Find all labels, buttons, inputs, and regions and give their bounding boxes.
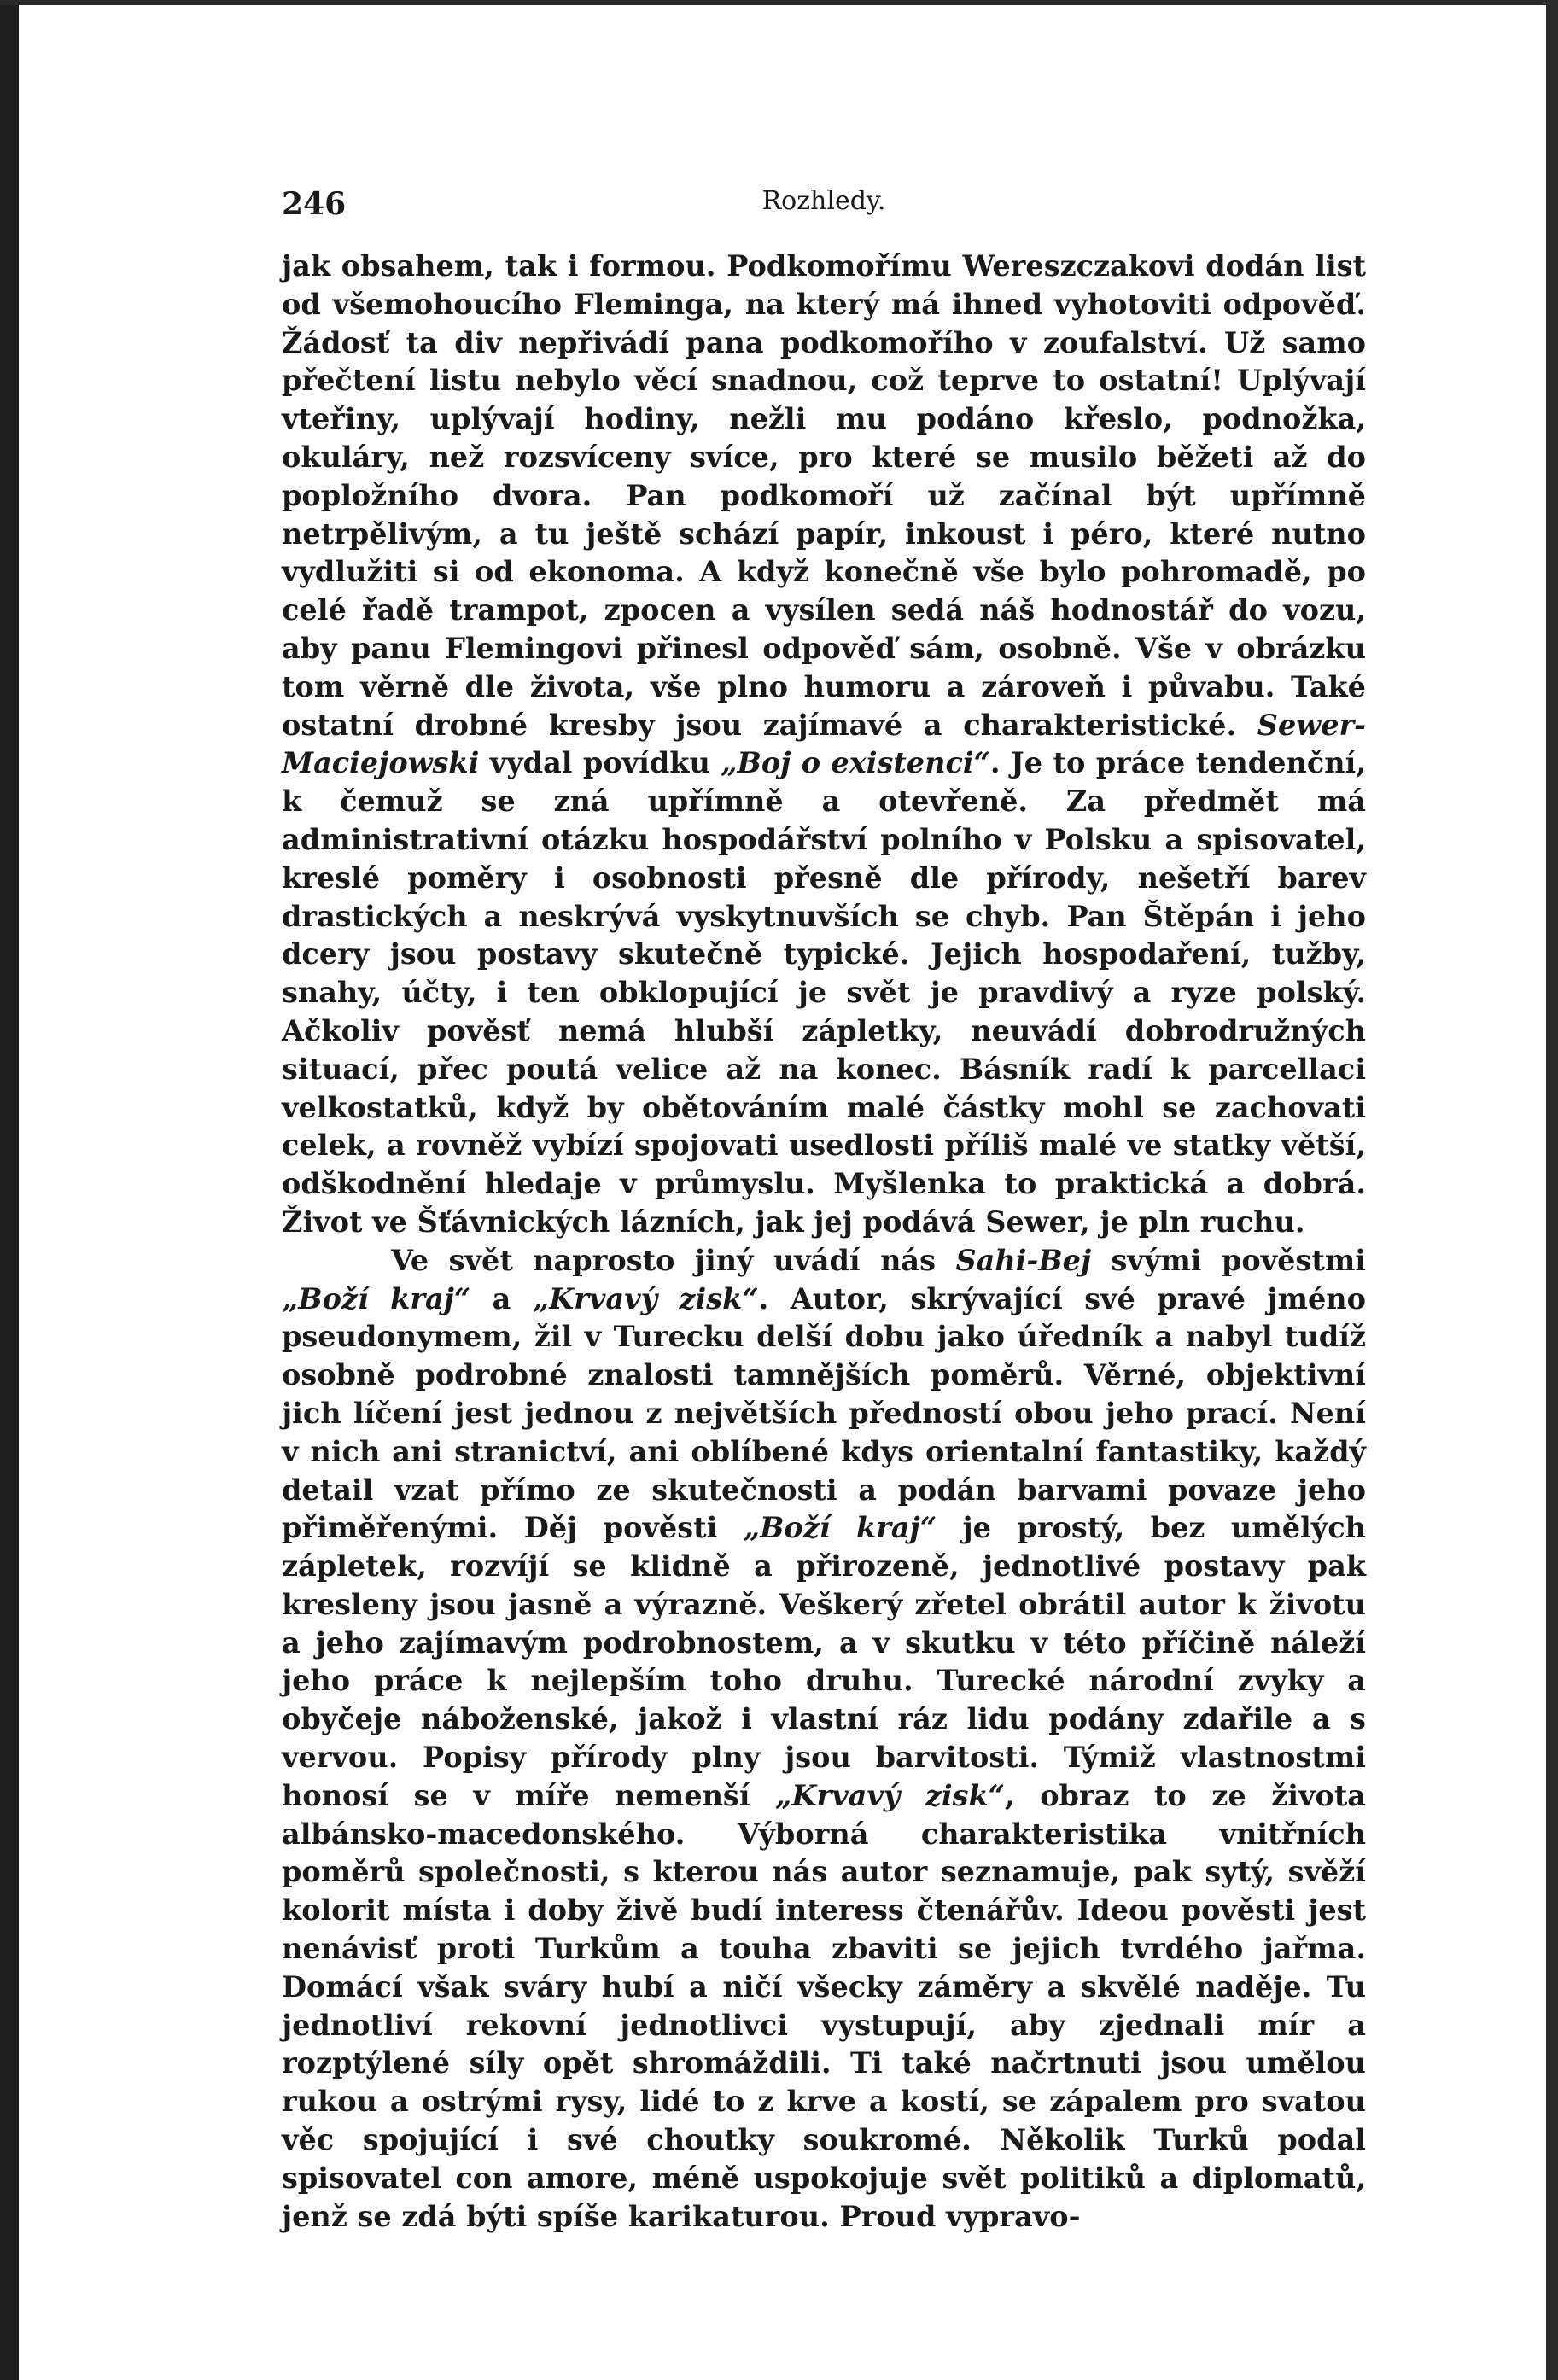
- text-span: je prostý, bez umělých zápletek, rozvíjí se klidně a přirozeně, jednotlivé postavy pak kresleny jsou jasně a výrazně. Veškerý zřetel obrátil autor k životu a jeho zajímavým podrobnostem, a v skutku v této příčině náleží jeho práce k nejlepším toho druhu. Turecké národní zvyky a obyčeje náboženské, jakož i vlastní ráz lidu podány zdařile a s vervou. Popisy přírody plny jsou barvitosti. Týmiž vlastnostmi honosí se v míře nemenší: [282, 1511, 1366, 1812]
- book-title: „Krvavý zisk“: [775, 1778, 1005, 1812]
- book-title: „Boj o existenci“: [721, 746, 990, 780]
- body-text: [282, 248, 1366, 2236]
- text-span: jak obsahem, tak i formou. Podkomořímu Wereszczakovi dodán list od všemohoucího Fleminga, na který má ihned vyhotoviti odpověď. Žádosť ta div nepřivádí pana podkomořího v zoufalství. Už samo přečtení listu nebylo věcí snadnou, což teprve to ostatní! Uplývají vteřiny, uplývají hodiny, nežli mu podáno křeslo, podnožka, okuláry, než rozsvíceny svíce, pro které se musilo běžeti až do popložního dvora. Pan podkomoří už začínal být upřímně netrpělivým, a tu ještě schází papír, inkoust i péro, které nutno vydlužiti si od ekonoma. A když konečně vše bylo pohromadě, po celé řadě trampot, zpocen a vysílen sedá náš hodnostář do vozu, aby panu Flemingovi přinesl odpověď sám, osobně. Vše v obrázku tom věrně dle života, vše plno humoru a zároveň i půvabu. Také ostatní drobné kresby jsou zajímavé a charakteristické.: [282, 249, 1366, 742]
- running-head: [282, 154, 1366, 222]
- paragraph: [282, 1242, 1366, 2237]
- text-span: . Autor, skrývající své pravé jméno pseudonymem, žil v Turecku delší dobu jako úředník a nabyl tudíž osobně podrobné znalosti tamnějších poměrů. Věrné, objektivní jich líčení jest jednou z největších předností obou jeho prací. Není v nich ani stranictví, ani oblíbené kdys orientalní fantastiky, každý detail vzat přímo ze skutečnosti a podán barvami povaze jeho přiměřenými. Děj pověsti: [282, 1281, 1366, 1545]
- author-name: Sewer-Maciejowski: [282, 708, 1366, 780]
- text-span: Ve svět naprosto jiný uvádí nás: [391, 1243, 956, 1277]
- scan-top-edge: [0, 0, 1558, 5]
- text-span: a: [470, 1281, 533, 1315]
- running-title: Rozhledy.: [761, 186, 886, 216]
- text-span: , obraz to ze života albánsko-macedonského. Výborná charakteristika vnitřních poměrů společnosti, s kterou nás autor seznamuje, pak sytý, svěží kolorit místa i doby živě budí interess čtenářův. Ideou pověsti jest nenávisť proti Turkům a touha zbaviti se jejich tvrdého jařma. Domácí však sváry hubí a ničí všecky záměry a skvělé naděje. Tu jednotliví rekovní jednotlivci vystupují, aby zjednali mír a rozptýlené síly opět shromáždili. Ti také načrtnuti jsou umělou rukou a ostrými rysy, lidé to z krve a kostí, se zápalem pro svatou věc spojující i své choutky soukromé. Několik Turků podal spisovatel con amore, méně uspokojuje svět politiků a diplomatů, jenž se zdá býti spíše karikaturou. Proud vypravo-: [282, 1778, 1367, 2233]
- book-title: „Boží kraj“: [282, 1281, 471, 1315]
- book-title: „Krvavý zisk“: [532, 1281, 759, 1315]
- book-title: „Boží kraj“: [743, 1511, 937, 1545]
- paragraph: [282, 248, 1366, 1242]
- author-name: Sahi-Bej: [955, 1243, 1092, 1277]
- text-span: svými pověstmi: [1091, 1243, 1367, 1277]
- book-page: [282, 154, 1366, 2236]
- page-number: 246: [282, 186, 347, 222]
- text-span: . Je to práce tendenční, k čemuž se zná upřímně a otevřeně. Za předmět má administrativní otázku hospodářství polního v Polsku a spisovatel, kreslé poměry i osobnosti přesně dle přírody, nešetří barev drastických a neskrývá vyskytnuvších se chyb. Pan Štěpán i jeho dcery jsou postavy skutečně typické. Jejich hospodaření, tužby, snahy, účty, i ten obklopující je svět je pravdivý a ryze polský. Ačkoliv pověsť nemá hlubší zápletky, neuvádí dobrodružných situací, přec poutá velice až na konec. Básník radí k parcellaci velkostatků, když by obětováním malé částky mohl se zachovati celek, a rovněž vybízí spojovati usedlosti příliš malé ve statky větší, odškodnění hledaje v průmyslu. Myšlenka to praktická a dobrá. Život ve Šťávnických lázních, jak jej podává Sewer, je pln ruchu.: [282, 746, 1366, 1239]
- text-span: vydal povídku: [479, 746, 721, 780]
